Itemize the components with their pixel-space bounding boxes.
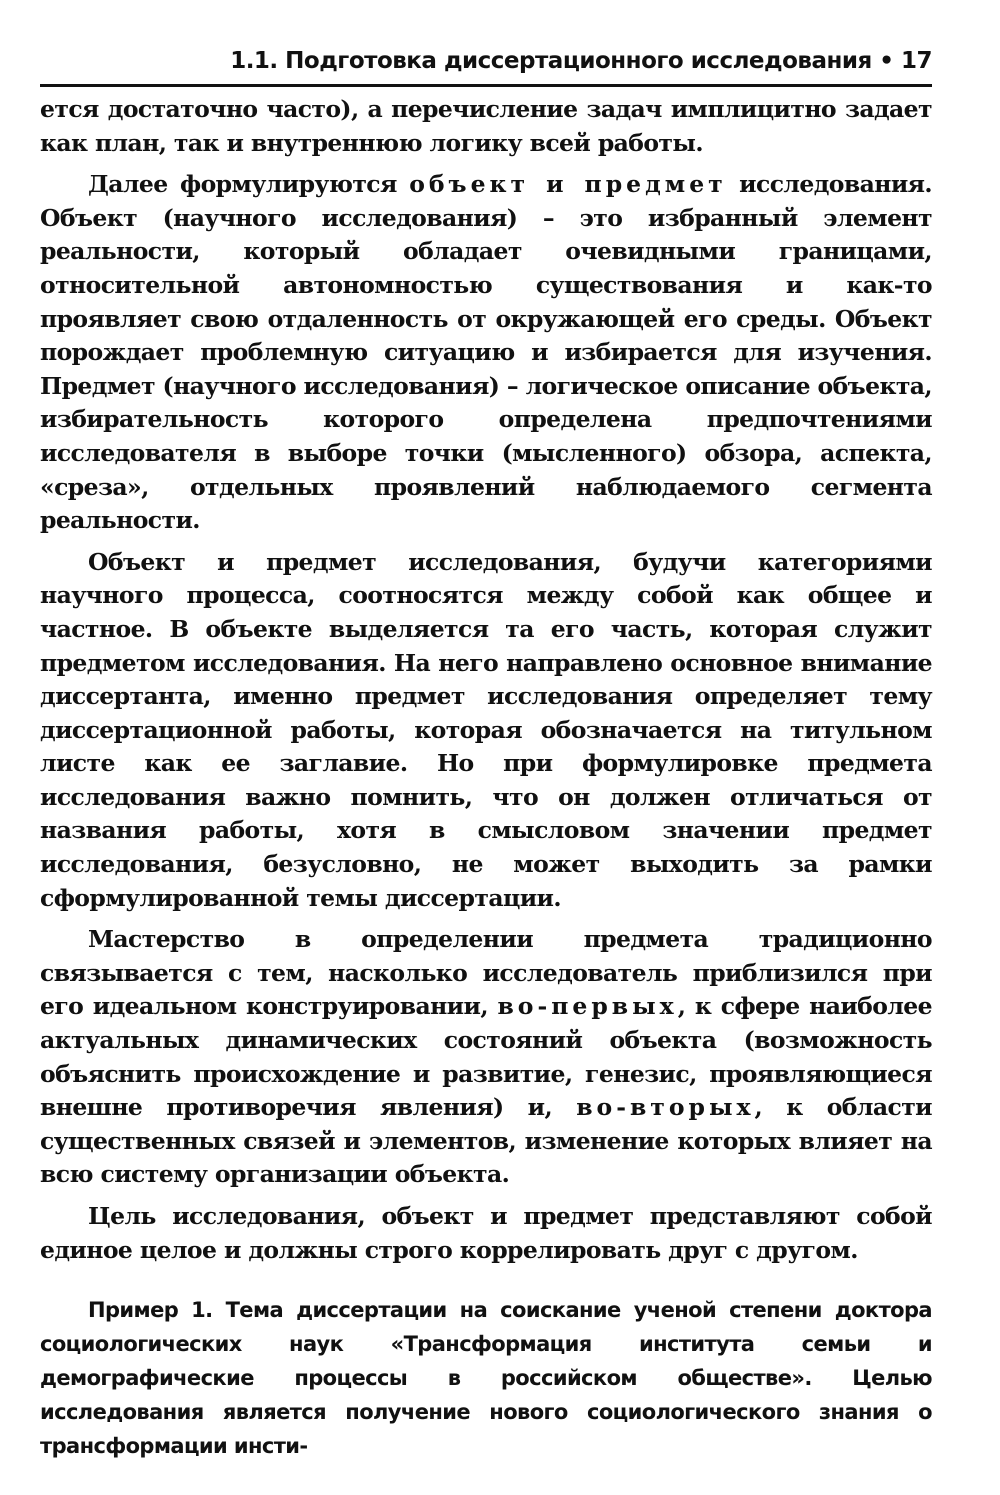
paragraph-5: Цель исследования, объект и предмет представляют собой единое целое и должны строго коррелировать друг с другом. xyxy=(40,1202,932,1264)
paragraph-4-middle: , к сфере наиболее актуальных динамических состояний объекта (возможность объяснить происхождение и развитие, генезис, проявляющиеся внешне противоречия явления) и, xyxy=(40,992,932,1122)
paragraph-1: ется достаточно часто), а перечисление задач имплицитно задает как план, так и внутреннюю логику всей работы. xyxy=(40,95,932,157)
running-title: 1.1. Подготовка диссертационного исследования xyxy=(230,48,872,74)
paragraph-2-intro: Далее формулируются xyxy=(88,170,410,199)
example-block xyxy=(40,1293,932,1463)
example-label: Пример 1. xyxy=(88,1298,213,1323)
paragraph-4-end: , к области существенных связей и элементов, изменение которых влияет на всю систему организации объекта. xyxy=(40,1093,932,1189)
paragraph-2 xyxy=(40,168,932,538)
conjunction: и xyxy=(529,170,585,199)
paragraph-4-intro: Мастерство в определении предмета традиционно связывается с тем, насколько исследователь приблизился при его идеальном конструировании, xyxy=(40,925,932,1021)
term-first: во-первых xyxy=(497,992,678,1021)
main-text xyxy=(40,93,932,1267)
paragraph-2-body: исследования. Объект (научного исследования) – это избранный элемент реальности, который обладает очевидными границами, относительной автономностью существования и как-то проявляет свою отдаленность от окружающей его среды. Объект порождает проблемную ситуацию и избирается для изучения. Предмет (научного исследования) – логическое описание объекта, избирательность которого определена предпочтениями исследователя в выборе точки (мысленного) обзора, аспекта, «среза», отдельных проявлений наблюдаемого сегмента реальности. xyxy=(40,170,932,535)
example-text: Тема диссертации на соискание ученой степени доктора социологических наук «Трансформация института семьи и демографические процессы в российском обществе». Целью исследования является получение нового социологического знания о трансформации инсти- xyxy=(40,1298,932,1459)
term-second: во-вторых xyxy=(576,1093,755,1122)
book-page xyxy=(40,48,932,1463)
page-number: 17 xyxy=(900,48,932,74)
running-header xyxy=(40,48,932,87)
term-object: объект xyxy=(409,170,530,199)
paragraph-3: Объект и предмет исследования, будучи категориями научного процесса, соотносятся между собой как общее и частное. В объекте выделяется та его часть, которая служит предметом исследования. На него направлено основное внимание диссертанта, именно предмет исследования определяет тему диссертационной работы, которая обозначается на титульном листе как ее заглавие. Но при формулировке предмета исследования важно помнить, что он должен отличаться от названия работы, хотя в смысловом значении предмет исследования, безусловно, не может выходить за рамки сформулированной темы диссертации. xyxy=(40,547,932,912)
term-subject: предмет xyxy=(584,170,727,199)
bullet-separator: • xyxy=(879,48,894,74)
paragraph-4 xyxy=(40,923,932,1192)
